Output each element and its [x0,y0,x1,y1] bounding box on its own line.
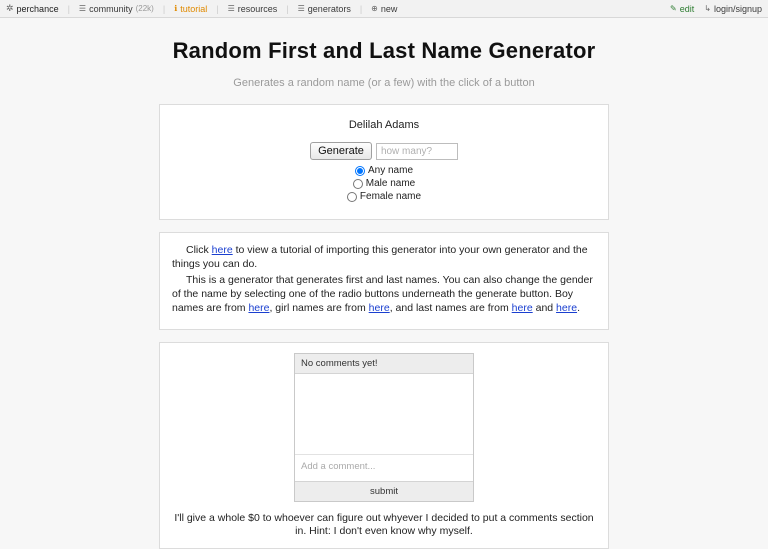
page-title: Random First and Last Name Generator [172,38,596,63]
nav-item-generators[interactable] [298,4,351,14]
nav-label-perchance: perchance [16,3,59,14]
comments-footnote: I'll give a whole $0 to whoever can figure out whyever I decided to put a comments section in. Hint: I don't even know why myself. [174,512,594,537]
generate-button[interactable]: Generate [310,142,372,160]
nav-label-generators: generators [307,3,351,14]
radio-input-male-name[interactable] [353,179,363,189]
login-icon: ↳ [704,3,711,13]
nav-divider: | [359,3,363,14]
comments-panel [159,342,609,549]
girl-names-link[interactable]: here [368,302,390,314]
nav-item-tutorial[interactable] [174,4,207,14]
info-text-1b: to view a tutorial of importing this generator into your own generator and the things you can do. [172,244,588,270]
info-text-2d: and [532,302,557,314]
last-names-link-2[interactable]: here [556,302,578,314]
radio-option-any-name[interactable] [355,164,413,177]
info-text-1a: Click [186,244,212,256]
radio-label-any-name: Any name [367,165,414,176]
topbar-right-group [670,4,762,14]
nav-label-resources: resources [237,3,278,14]
nav-label-tutorial: tutorial [180,3,208,14]
radio-input-female-name[interactable] [347,192,357,202]
nav-label-new: new [380,3,398,14]
resources-icon: ☰ [227,3,235,13]
topbar-left-group [6,4,397,14]
boy-names-link[interactable]: here [248,302,270,314]
info-paragraph-2 [172,273,596,315]
radio-input-any-name[interactable] [355,166,365,176]
info-text-2b: , girl names are from [269,302,369,314]
tutorial-icon: ℹ [174,3,178,13]
radio-option-female-name[interactable] [347,190,421,203]
nav-item-community[interactable] [79,4,154,14]
nav-divider: | [162,3,166,14]
edit-button[interactable] [670,4,694,14]
perchance-logo-icon: ✲ [6,3,14,13]
submit-comment-button[interactable]: submit [295,481,473,501]
new-icon: ⊕ [371,3,378,13]
community-count: (22k) [135,4,154,13]
page-subtitle: Generates a random name (or a few) with the click of a button [233,77,535,89]
nav-item-resources[interactable] [228,4,278,14]
generators-icon: ☰ [297,3,305,13]
info-panel [159,232,609,330]
nav-label-community: community [89,3,133,14]
generated-name-output: Delilah Adams [348,119,420,131]
info-text-2e: . [577,302,580,314]
nav-item-new[interactable] [371,4,397,14]
tutorial-link[interactable]: here [211,244,233,256]
how-many-input[interactable] [376,143,458,160]
info-text-2a: This is a generator that generates first and last names. You can also change the gender of the name by selecting one of the radio buttons underneath the generate button. Boy names are from [172,274,593,314]
nav-divider: | [286,3,289,14]
generator-controls-row [170,142,598,160]
comments-list [295,374,473,454]
info-text-2c: , and last names are from [389,302,512,314]
nav-item-perchance[interactable] [6,4,59,14]
page-content [0,18,768,549]
edit-label: edit [679,3,695,14]
radio-label-male-name: Male name [365,178,416,189]
login-label: login/signup [713,3,762,14]
login-signup-button[interactable] [704,4,762,14]
comments-empty-label: No comments yet! [295,354,473,374]
generator-panel [159,104,609,220]
top-navigation-bar [0,0,768,18]
radio-option-male-name[interactable] [353,177,415,190]
last-names-link-1[interactable]: here [511,302,533,314]
gender-radio-group [170,164,598,203]
add-comment-input[interactable]: Add a comment... [295,454,473,481]
info-paragraph-1 [172,243,596,271]
nav-divider: | [67,3,70,14]
radio-label-female-name: Female name [359,191,422,202]
edit-icon: ✎ [670,3,677,13]
nav-divider: | [216,3,219,14]
community-icon: ☰ [78,3,87,13]
comments-widget [294,353,474,502]
